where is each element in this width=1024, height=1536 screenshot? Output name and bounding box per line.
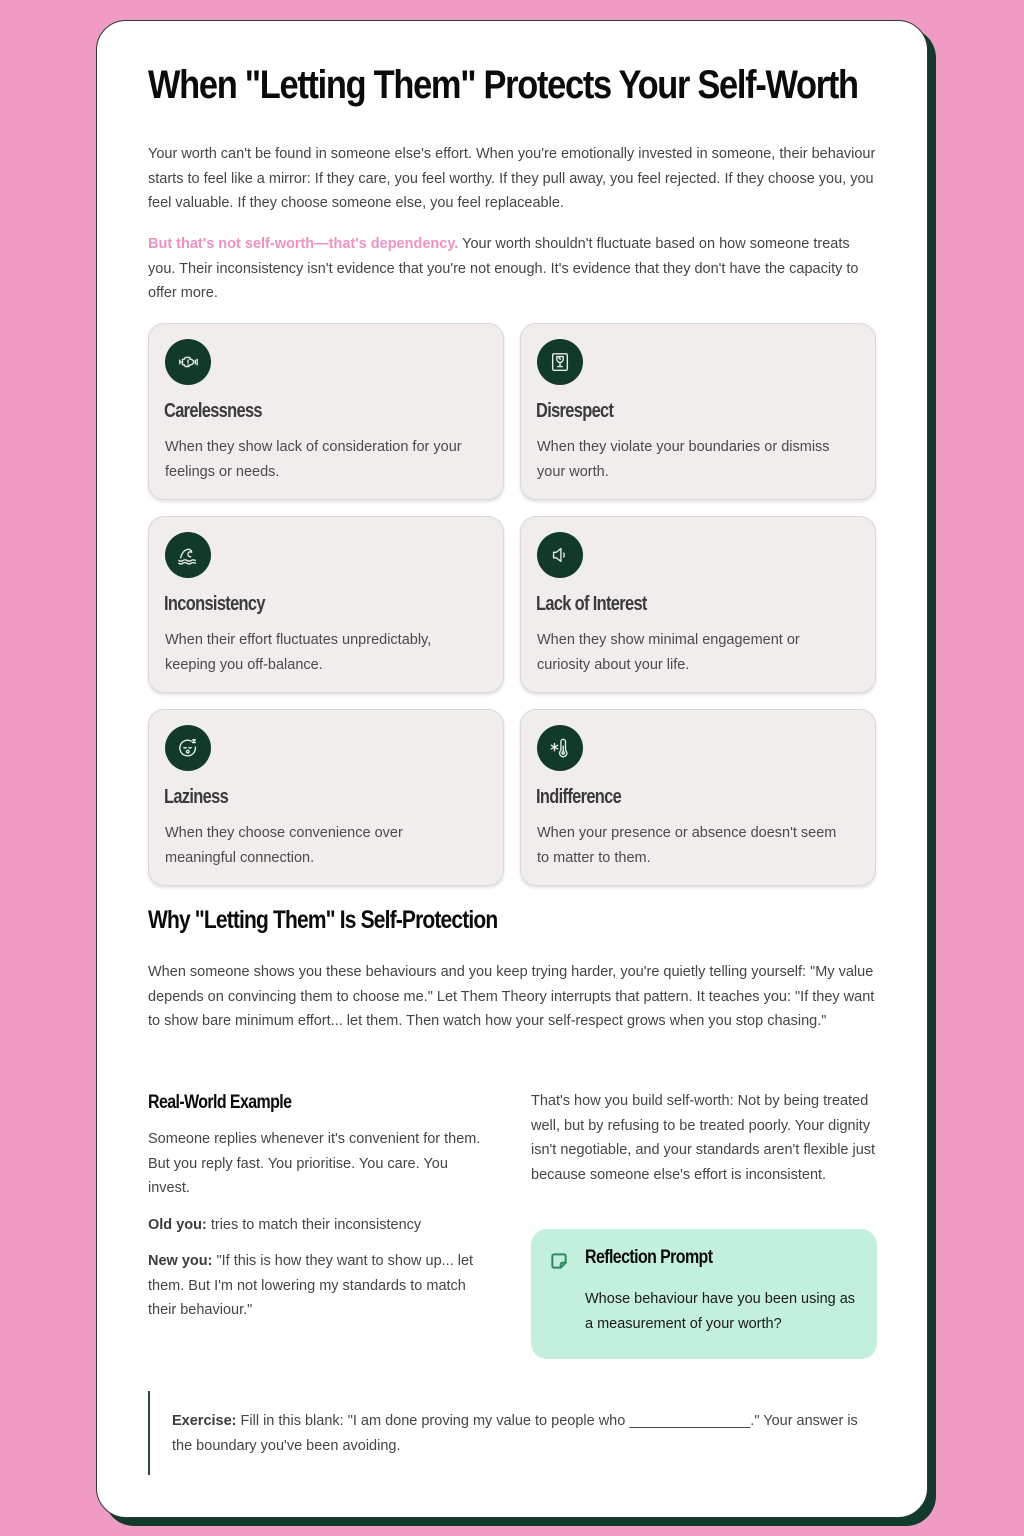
section-heading-self-protection: Why "Letting Them" Is Self-Protection	[148, 906, 498, 934]
behaviour-card-indifference	[520, 709, 876, 886]
card-title: Disrespect	[536, 400, 614, 422]
cold-thermometer-icon	[537, 725, 583, 771]
self-worth-paragraph: That's how you build self-worth: Not by being treated well, but by refusing to be treated poorly. Your dignity isn't negotiable, and your standards aren't flexible just because someone else's effort is inconsistent.	[531, 1093, 876, 1183]
engine-warning-icon	[165, 339, 211, 385]
self-protection-paragraph: When someone shows you these behaviours and you keep trying harder, you're quietly telling yourself: "My value depends on convincing them to choose me." Let Them Theory interrupts that pattern. It teaches you: "If they want to show bare minimum effort... let them. Then watch how your self-respect grows when you stop chasing."	[148, 964, 875, 1029]
self-worth-column	[531, 1089, 879, 1187]
dependency-highlight: But that's not self-worth—that's dependency.	[148, 236, 459, 252]
new-you-label: New you:	[148, 1253, 213, 1269]
behaviour-card-laziness	[148, 709, 504, 886]
card-description: When your presence or absence doesn't seem to matter to them.	[537, 825, 837, 866]
example-heading: Real-World Example	[148, 1092, 292, 1113]
intro-paragraph-2-text: Your worth shouldn't fluctuate based on how someone treats you. Their inconsistency isn't evidence that you're not enough. It's evidence that they don't have the capacity to offer more.	[148, 236, 859, 301]
card-title: Carelessness	[164, 400, 262, 422]
reflection-prompt-box	[531, 1229, 877, 1359]
reflection-title: Reflection Prompt	[585, 1247, 713, 1268]
card-title: Indifference	[536, 786, 622, 808]
old-you-line	[148, 1213, 493, 1238]
sticky-note-icon	[549, 1251, 569, 1271]
intro-paragraph-1: Your worth can't be found in someone else's effort. When you're emotionally invested in someone, their behaviour starts to feel like a mirror: If they care, you feel worthy. If they pull away, you feel rejected. If they choose you, you feel valuable. If they choose someone else, you feel replaceable.	[148, 146, 876, 211]
intro-paragraph-2	[148, 232, 878, 306]
card-description: When they choose convenience over meaningful connection.	[165, 825, 403, 866]
behaviour-card-inconsistency	[148, 516, 504, 693]
card-description: When their effort fluctuates unpredictably, keeping you off-balance.	[165, 632, 432, 673]
wave-icon	[165, 532, 211, 578]
new-you-line	[148, 1249, 493, 1323]
behaviour-card-disrespect	[520, 323, 876, 500]
card-description: When they show lack of consideration for your feelings or needs.	[165, 439, 462, 480]
card-title: Lack of Interest	[536, 593, 647, 615]
exercise-body: Fill in this blank: "I am done proving my value to people who _______________." Your answer is the boundary you've been avoiding.	[172, 1413, 858, 1454]
exercise-text	[172, 1409, 862, 1458]
exercise-block	[148, 1391, 878, 1475]
card-description: When they violate your boundaries or dismiss your worth.	[537, 439, 830, 480]
card-description: When they show minimal engagement or curiosity about your life.	[537, 632, 800, 673]
fragile-glass-icon	[537, 339, 583, 385]
new-you-text: "If this is how they want to show up... let them. But I'm not lowering my standards to match their behaviour."	[148, 1253, 474, 1318]
real-world-example	[148, 1089, 493, 1323]
card-title: Inconsistency	[164, 593, 265, 615]
card-title: Laziness	[164, 786, 229, 808]
behaviour-cards-grid	[148, 323, 876, 886]
content-card	[96, 20, 928, 1518]
behaviour-card-carelessness	[148, 323, 504, 500]
old-you-text: tries to match their inconsistency	[206, 1216, 422, 1233]
example-text: Someone replies whenever it's convenient for them. But you reply fast. You prioritise. You care. You invest.	[148, 1131, 481, 1196]
behaviour-card-lack-of-interest	[520, 516, 876, 693]
page-title: When "Letting Them" Protects Your Self-Worth	[148, 63, 858, 107]
sleepy-face-icon	[165, 725, 211, 771]
reflection-question: Whose behaviour have you been using as a measurement of your worth?	[585, 1291, 856, 1332]
speaker-low-icon	[537, 532, 583, 578]
exercise-label: Exercise:	[172, 1413, 237, 1429]
old-you-label: Old you:	[148, 1216, 207, 1233]
